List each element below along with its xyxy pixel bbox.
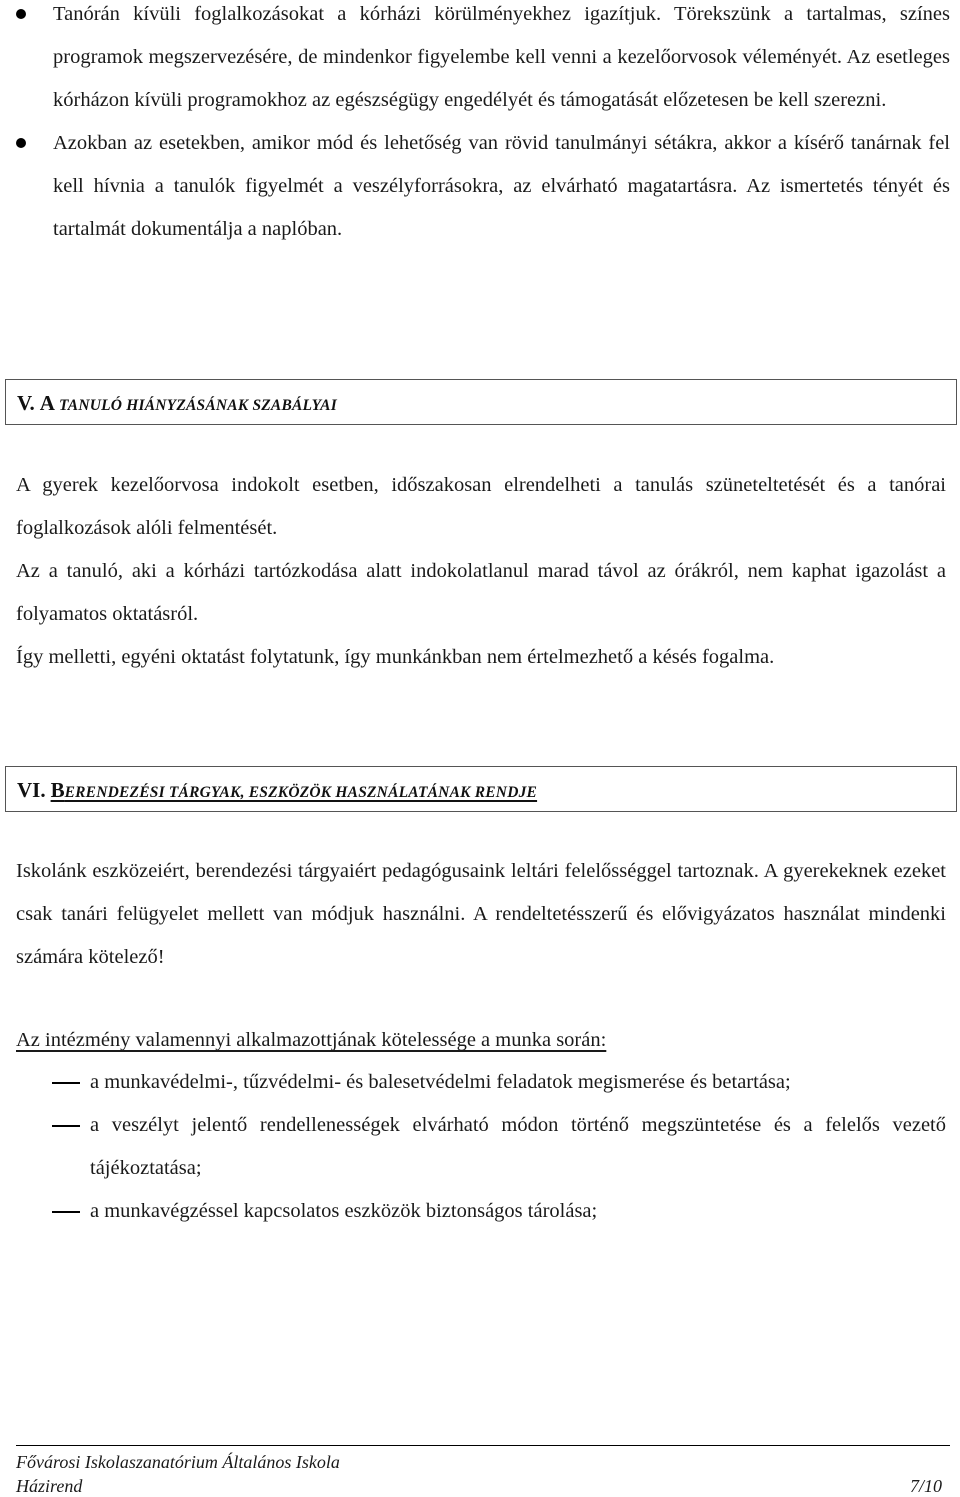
dash-icon <box>52 1211 80 1213</box>
section-heading-box-6 <box>5 766 957 812</box>
section-title-underlined <box>51 780 537 802</box>
section6-body <box>16 850 946 979</box>
bullet-item <box>16 0 950 122</box>
bullet-icon <box>16 138 26 148</box>
paragraph: A gyerek kezelőorvosa indokolt esetben, időszakosan elrendelheti a tanulás szüneteltetését és a tanórai foglalkozások alóli felmentését. <box>16 474 946 539</box>
footer-divider <box>16 1445 950 1446</box>
section-title-5 <box>17 391 337 416</box>
section-title-lead: A <box>39 391 55 415</box>
duty-text: a munkavédelmi-, tűzvédelmi- és balesetvédelmi feladatok megismerése és betartása; <box>90 1071 791 1093</box>
section-title-text: TANULÓ HIÁNYZÁSÁNAK SZABÁLYAI <box>54 397 337 414</box>
duty-item <box>16 1061 946 1104</box>
section-number: V. <box>17 391 35 415</box>
footer-document-title: Házirend <box>16 1476 83 1496</box>
paragraph: Iskolánk eszközeiért, berendezési tárgyaiért pedagógusaink leltári felelősséggel tartoznak. A gyerekeknek ezeket csak tanári felügyelet mellett van módjuk használni. A rendeltetésszerű és elővigyázatos használat mindenki számára kötelező! <box>16 860 946 968</box>
bullet-text: Tanórán kívüli foglalkozásokat a kórházi körülményekhez igazítjuk. Törekszünk a tartalmas, színes programok megszervezésére, de mindenkor figyelembe kell venni a kezelőorvosok véleményét. Az esetleges kórházon kívüli programokhoz az egészségügy engedélyét és támogatását előzetesen be kell szerezni. <box>53 3 950 111</box>
paragraph: Az a tanuló, aki a kórházi tartózkodása alatt indokolatlanul marad távol az órákról, nem kaphat igazolást a folyamatos oktatásról. <box>16 560 946 625</box>
duty-text: a munkavégzéssel kapcsolatos eszközök biztonságos tárolása; <box>90 1200 598 1222</box>
footer-school-name: Fővárosi Iskolaszanatórium Általános Iskola <box>16 1452 340 1472</box>
paragraph: Így melletti, egyéni oktatást folytatunk, így munkánkban nem értelmezhető a késés fogalma. <box>16 646 775 668</box>
section-heading-box-5 <box>5 379 957 425</box>
duty-text: a veszélyt jelentő rendellenességek elvárható módon történő megszüntetése és a felelős vezető tájékoztatása; <box>90 1114 946 1179</box>
bullet-text: Azokban az esetekben, amikor mód és lehetőség van rövid tanulmányi sétákra, akkor a kísérő tanárnak fel kell hívnia a tanulók figyelmét a veszélyforrásokra, az elvárható magatartásra. Az ismertetés tényét és tartalmát dokumentálja a naplóban. <box>53 132 950 240</box>
duties-heading: Az intézmény valamennyi alkalmazottjának kötelessége a munka során: <box>16 1029 607 1051</box>
footer-page-number: 7/10 <box>909 1476 942 1496</box>
dash-icon <box>52 1125 80 1127</box>
bullet-item <box>16 122 950 251</box>
duty-item <box>16 1104 946 1190</box>
section-title-text: ERENDEZÉSI TÁRGYAK, ESZKÖZÖK HASZNÁLATÁNAK RENDJE <box>64 784 538 801</box>
duty-item <box>16 1190 946 1233</box>
section-title-6 <box>17 778 537 803</box>
section-title-lead: B <box>50 778 65 802</box>
duties-list <box>16 1061 946 1233</box>
dash-icon <box>52 1082 80 1084</box>
section-number: VI. <box>17 778 46 802</box>
top-bullet-list <box>16 0 950 251</box>
section5-body <box>16 464 946 679</box>
bullet-icon <box>16 9 26 19</box>
